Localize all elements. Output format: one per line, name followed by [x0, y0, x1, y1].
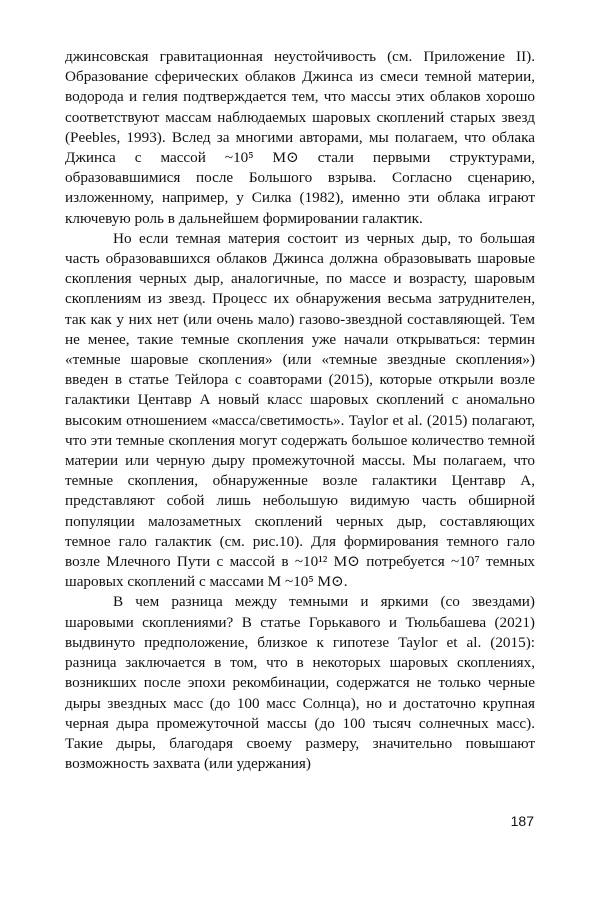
- page-number: 187: [510, 813, 534, 829]
- page-body: [65, 47, 535, 774]
- paragraph-dark-globular-clusters: Но если темная материя состоит из черных дыр, то большая часть образовавшихся облаков Джинса должна образовывать шаровые скопления черных дыр, аналогичные, по массе и возрасту, шаровым скоплениям из звезд. Процесс их обнаружения весьма затруднителен, так как у них нет (или очень мало) газово-звездной составляющей. Тем не менее, такие темные скопления уже начали открываться: термин «темные шаровые скопления» (или «темные звездные скопления») введен в статье Тейлора с соавторами (2015), которые открыли возле галактики Центавр А новый класс шаровых скоплений с аномально высоким отношением «масса/светимость». Taylor et al. (2015) полагают, что эти темные скопления могут содержать большое количество темной материи или черную дыру промежуточной массы. Мы полагаем, что темные скопления, обнаруженные возле галактики Центавр А, представляют собой лишь небольшую видимую часть обширной популяции малозаметных скоплений черных дыр, составляющих темное гало галактик (см. рис.10). Для формирования темного гало возле Млечного Пути с массой в ~10¹² M⊙ потребуется ~10⁷ темных шаровых скоплений с массами M ~10⁵ M⊙.: [65, 229, 535, 591]
- paragraph-dark-vs-bright-clusters: В чем разница между темными и яркими (со звездами) шаровыми скоплениями? В статье Горькавого и Тюльбашева (2021) выдвинуто предположение, близкое к гипотезе Taylor et al. (2015): разница заключается в том, что в некоторых шаровых скоплениях, возникших после эпохи рекомбинации, содержатся не только черные дыры звездных масс (до 100 масс Солнца), но и достаточно крупная черная дыра промежуточной массы (до 100 тысяч солнечных масс). Такие дыры, благодаря своему размеру, значительно повышают возможность захвата (или удержания): [65, 593, 535, 773]
- paragraph-jeans-clouds: джинсовская гравитационная неустойчивость (см. Приложение II). Образование сферических облаков Джинса из смеси темной материи, водорода и гелия подтверждается тем, что массы этих облаков хорошо соответствуют массам наблюдаемых шаровых скоплений старых звезд (Peebles, 1993). Вслед за многими авторами, мы полагаем, что облака Джинса с массой ~10⁵ M⊙ стали первыми структурами, образовавшимися после Большого взрыва. Согласно сценарию, изложенному, например, у Силка (1982), именно эти облака играют ключевую роль в дальнейшем формировании галактик.: [65, 48, 535, 227]
